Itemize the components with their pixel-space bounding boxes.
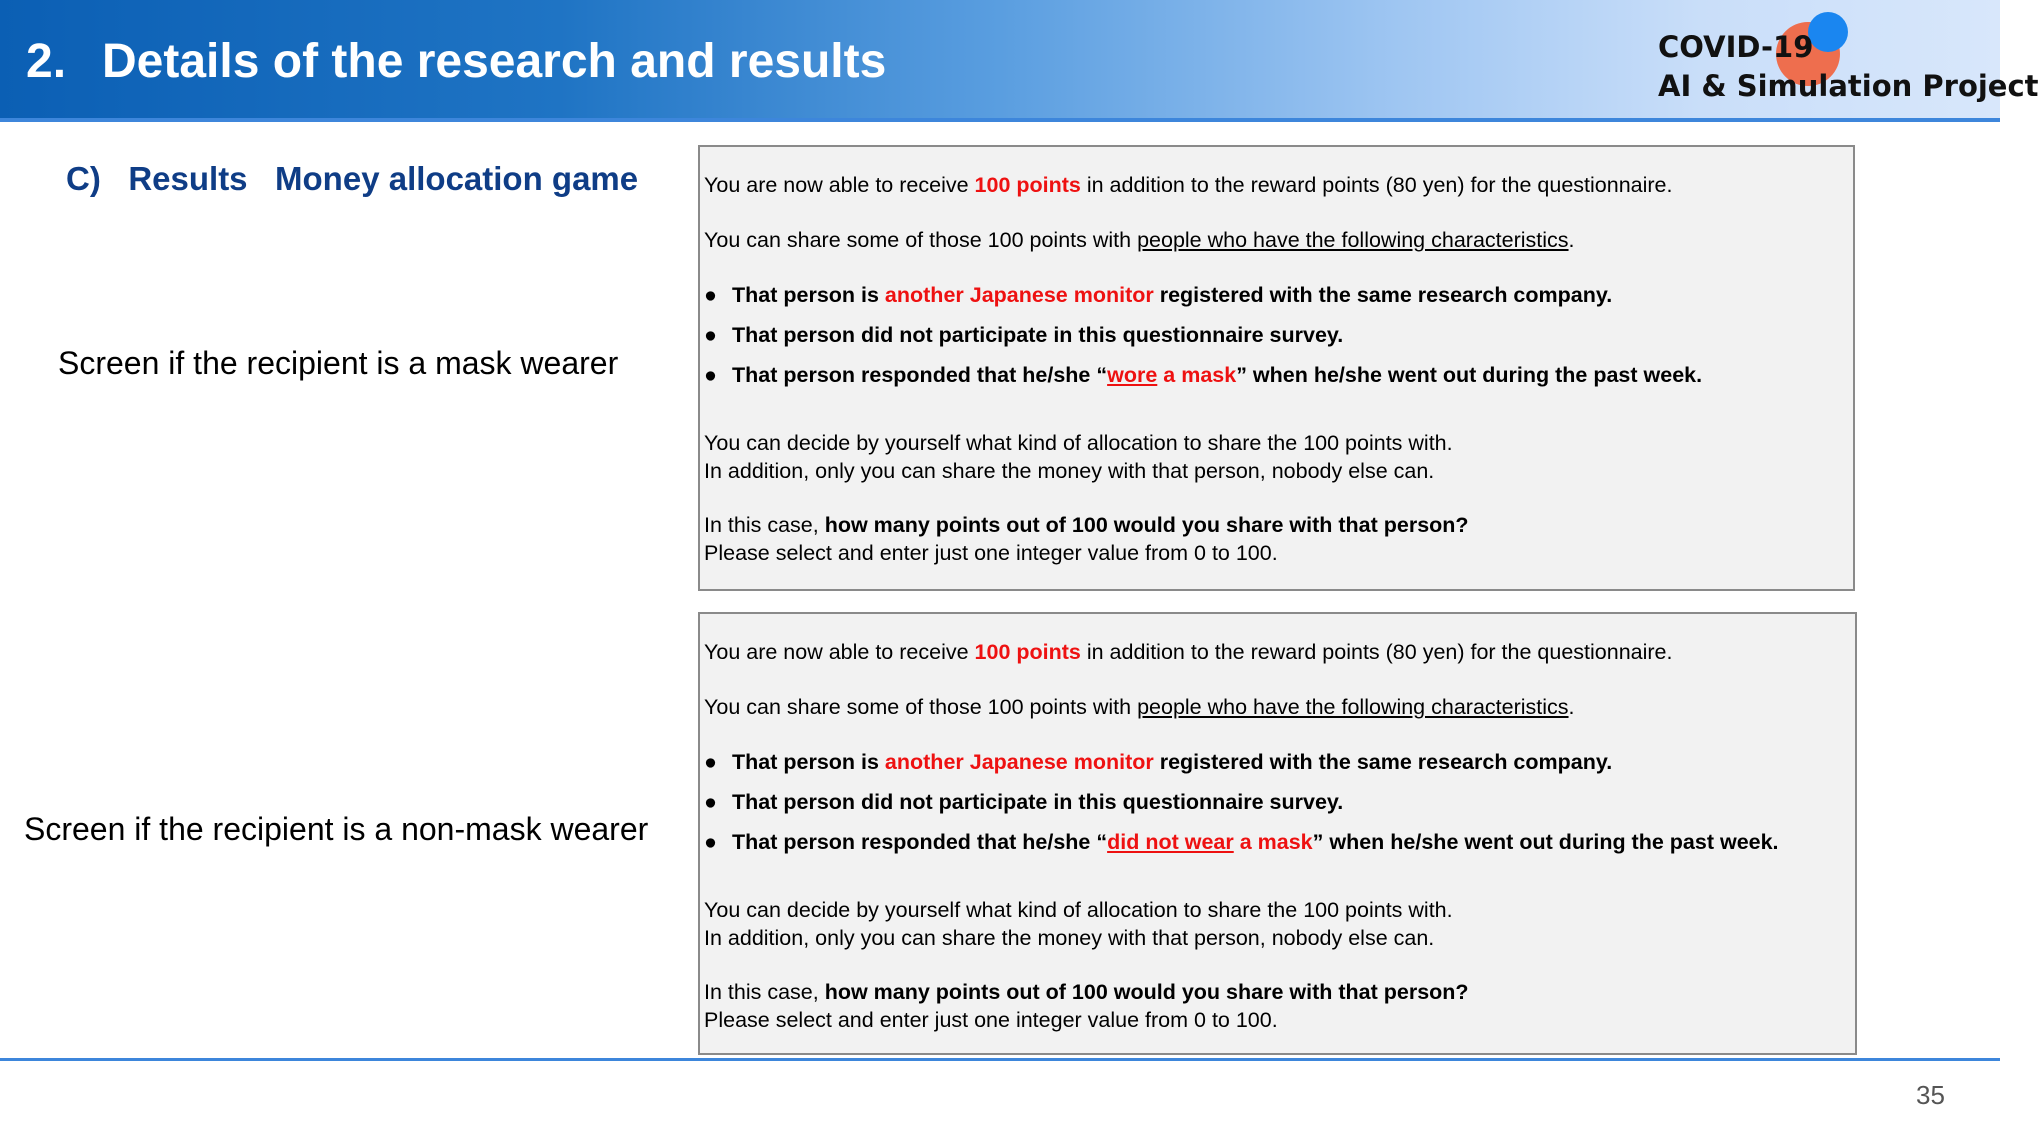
intro-text-rest: in addition to the reward points (80 yen) for the questionnaire. [1080,640,1673,664]
share-line [704,228,1575,253]
mask-status-highlight: wore [1107,363,1158,387]
bullet-text: That person responded that he/she “ [732,830,1108,854]
bullet-item [704,323,1343,348]
header-rule [0,118,2000,122]
bullet-text: That person is [732,750,885,774]
characteristics-underlined: people who have the following characteristics [1137,695,1569,719]
mask-screen-label: Screen if the recipient is a mask wearer [58,345,619,381]
intro-text: You are now able to receive [704,173,975,197]
mask-highlight: a mask [1233,830,1313,854]
share-period: . [1568,228,1575,252]
characteristics-underlined: people who have the following characteristics [1137,228,1569,252]
intro-line [704,640,1672,665]
share-period: . [1568,695,1575,719]
question-line [704,513,1469,538]
mask-wearer-screen [698,145,1855,591]
logo-line-2: AI & Simulation Project [1658,69,2039,103]
bullet-item [704,283,1612,308]
bullet-item [704,830,1779,855]
share-text: You can share some of those 100 points with [704,695,1138,719]
project-logo [1658,28,2039,106]
page-title: Details of the research and results [102,35,887,88]
intro-text-rest: in addition to the reward points (80 yen) for the questionnaire. [1080,173,1673,197]
bullet-icon: ● [704,750,717,774]
exclusivity-line: In addition, only you can share the money with that person, nobody else can. [704,459,1435,483]
footer-rule [0,1058,2000,1061]
mask-status-highlight: did not wear [1107,830,1234,854]
nonmask-screen-label: Screen if the recipient is a non-mask wearer [24,811,649,847]
intro-text: You are now able to receive [704,640,975,664]
points-highlight: 100 points [974,640,1081,664]
bullet-text-rest: registered with the same research company. [1153,750,1613,774]
points-highlight: 100 points [974,173,1081,197]
bullet-item [704,790,1343,815]
bullet-text: That person did not participate in this questionnaire survey. [732,790,1344,814]
instruction-line: Please select and enter just one integer value from 0 to 100. [704,541,1278,565]
bullet-text: That person responded that he/she “ [732,363,1108,387]
mask-highlight: a mask [1157,363,1237,387]
allocation-line: You can decide by yourself what kind of allocation to share the 100 points with. [704,898,1453,922]
question-prefix: In this case, [704,980,825,1004]
bullet-icon: ● [704,323,717,347]
bullet-icon: ● [704,790,717,814]
allocation-line: You can decide by yourself what kind of allocation to share the 100 points with. [704,431,1453,455]
share-text: You can share some of those 100 points with [704,228,1138,252]
bullet-text-rest: ” when he/she went out during the past week. [1236,363,1703,387]
question-line [704,980,1469,1005]
monitor-highlight: another Japanese monitor [884,283,1154,307]
exclusivity-line: In addition, only you can share the money with that person, nobody else can. [704,926,1435,950]
bullet-text-rest: ” when he/she went out during the past week. [1312,830,1779,854]
question-prefix: In this case, [704,513,825,537]
bullet-icon: ● [704,363,717,387]
question-text: how many points out of 100 would you share with that person? [824,513,1469,537]
share-line [704,695,1575,720]
bullet-text: That person is [732,283,885,307]
instruction-line: Please select and enter just one integer value from 0 to 100. [704,1008,1278,1032]
bullet-icon: ● [704,283,717,307]
bullet-text: That person did not participate in this questionnaire survey. [732,323,1344,347]
section-title: C) Results Money allocation game [66,160,639,197]
bullet-item [704,750,1612,775]
logo-line-1: COVID-19 [1658,30,1814,64]
bullet-text-rest: registered with the same research company. [1153,283,1613,307]
section-number: 2. [26,35,67,88]
monitor-highlight: another Japanese monitor [884,750,1154,774]
nonmask-wearer-screen [698,612,1857,1055]
bullet-item [704,363,1702,388]
page-number: 35 [1916,1080,1945,1110]
intro-line [704,173,1672,198]
bullet-icon: ● [704,830,717,854]
question-text: how many points out of 100 would you share with that person? [824,980,1469,1004]
